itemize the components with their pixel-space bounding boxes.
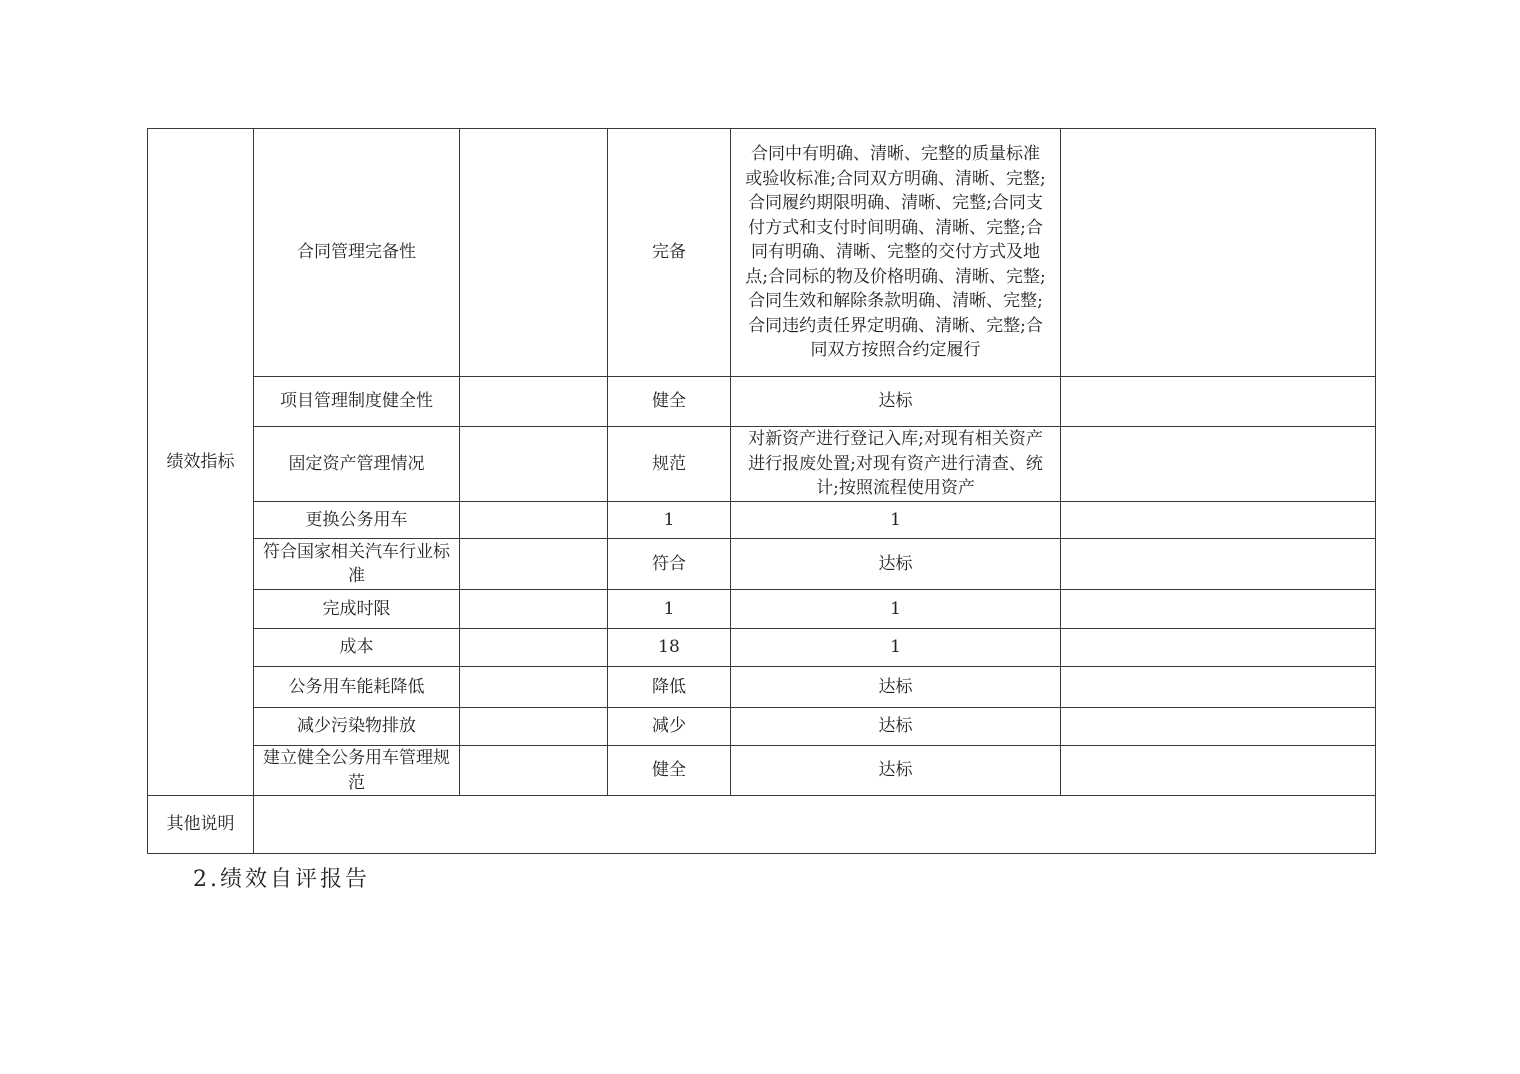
target-cell — [460, 746, 608, 796]
target-cell — [460, 377, 608, 427]
remark-cell — [1061, 590, 1376, 629]
remark-cell — [1061, 129, 1376, 377]
table-row — [148, 590, 1376, 629]
standard-cell: 1 — [731, 590, 1061, 629]
section-heading: 2.绩效自评报告 — [193, 867, 370, 892]
target-cell — [460, 427, 608, 502]
indicator-cell: 更换公务用车 — [254, 502, 460, 539]
actual-cell: 减少 — [608, 708, 731, 746]
indicator-cell: 符合国家相关汽车行业标准 — [254, 539, 460, 590]
table-row — [148, 746, 1376, 796]
indicator-cell: 公务用车能耗降低 — [254, 667, 460, 708]
remark-cell — [1061, 667, 1376, 708]
actual-cell: 健全 — [608, 746, 731, 796]
indicator-cell: 项目管理制度健全性 — [254, 377, 460, 427]
target-cell — [460, 708, 608, 746]
standard-cell: 达标 — [731, 746, 1061, 796]
remark-cell — [1061, 502, 1376, 539]
actual-cell: 规范 — [608, 427, 731, 502]
indicator-cell: 建立健全公务用车管理规范 — [254, 746, 460, 796]
actual-cell: 1 — [608, 590, 731, 629]
actual-cell: 健全 — [608, 377, 731, 427]
table-row — [148, 539, 1376, 590]
remark-cell — [1061, 746, 1376, 796]
other-notes-label: 其他说明 — [148, 796, 254, 854]
indicator-cell: 固定资产管理情况 — [254, 427, 460, 502]
target-cell — [460, 590, 608, 629]
actual-cell: 符合 — [608, 539, 731, 590]
actual-cell: 18 — [608, 629, 731, 667]
standard-cell: 达标 — [731, 667, 1061, 708]
table-row — [148, 129, 1376, 377]
other-notes-row — [148, 796, 1376, 854]
table-row — [148, 377, 1376, 427]
category-cell: 绩效指标 — [148, 129, 254, 796]
indicator-cell: 完成时限 — [254, 590, 460, 629]
target-cell — [460, 129, 608, 377]
performance-indicator-table — [147, 128, 1376, 854]
standard-cell: 1 — [731, 629, 1061, 667]
table-row — [148, 502, 1376, 539]
remark-cell — [1061, 377, 1376, 427]
target-cell — [460, 539, 608, 590]
table-row — [148, 708, 1376, 746]
target-cell — [460, 502, 608, 539]
indicator-cell: 合同管理完备性 — [254, 129, 460, 377]
target-cell — [460, 629, 608, 667]
other-notes-content — [254, 796, 1376, 854]
standard-cell: 对新资产进行登记入库;对现有相关资产进行报废处置;对现有资产进行清查、统计;按照流程使用资产 — [731, 427, 1061, 502]
actual-cell: 1 — [608, 502, 731, 539]
table-row — [148, 667, 1376, 708]
standard-cell: 1 — [731, 502, 1061, 539]
standard-cell: 达标 — [731, 377, 1061, 427]
remark-cell — [1061, 427, 1376, 502]
table-row — [148, 629, 1376, 667]
table-row — [148, 427, 1376, 502]
standard-cell: 达标 — [731, 539, 1061, 590]
actual-cell: 降低 — [608, 667, 731, 708]
standard-cell: 合同中有明确、清晰、完整的质量标准或验收标准;合同双方明确、清晰、完整;合同履约期限明确、清晰、完整;合同支付方式和支付时间明确、清晰、完整;合同有明确、清晰、完整的交付方式及地点;合同标的物及价格明确、清晰、完整;合同生效和解除条款明确、清晰、完整;合同违约责任界定明确、清晰、完整;合同双方按照合约定履行 — [731, 129, 1061, 377]
actual-cell: 完备 — [608, 129, 731, 377]
remark-cell — [1061, 629, 1376, 667]
indicator-cell: 减少污染物排放 — [254, 708, 460, 746]
indicator-cell: 成本 — [254, 629, 460, 667]
remark-cell — [1061, 708, 1376, 746]
standard-cell: 达标 — [731, 708, 1061, 746]
target-cell — [460, 667, 608, 708]
remark-cell — [1061, 539, 1376, 590]
